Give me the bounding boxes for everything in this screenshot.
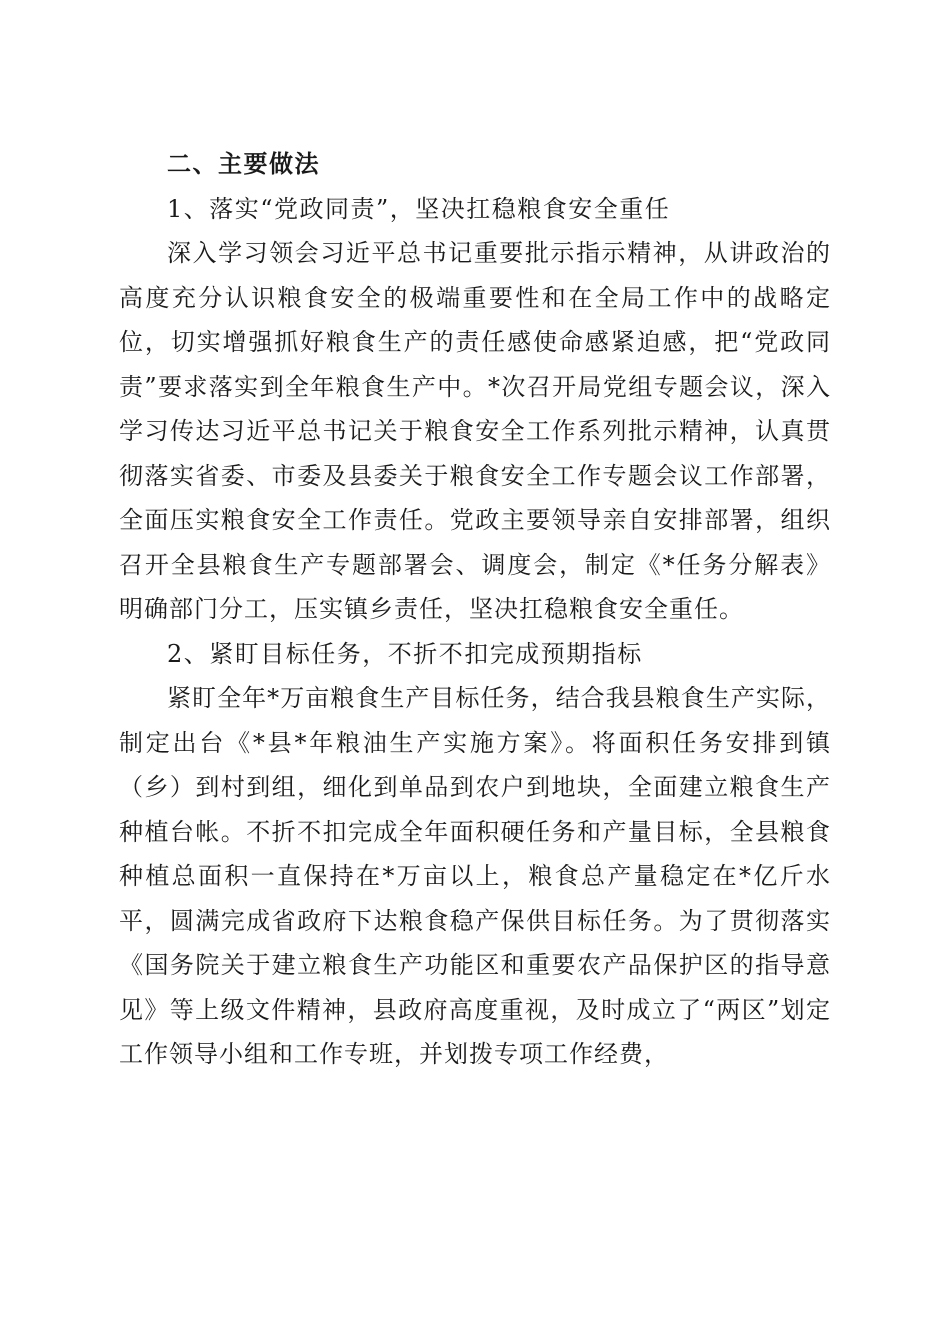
subheading-2: 2、紧盯目标任务，不折不扣完成预期指标 [167, 639, 643, 668]
document-body [119, 142, 831, 1077]
subheading-1: 1、落实“党政同责”，坚决扛稳粮食安全重任 [167, 194, 671, 223]
paragraph-1: 深入学习领会习近平总书记重要批示指示精神，从讲政治的高度充分认识粮食安全的极端重要性和在全局工作中的战略定位，切实增强抓好粮食生产的责任感使命感紧迫感，把“党政同责”要求落实到全年粮食生产中。*次召开局党组专题会议，深入学习传达习近平总书记关于粮食安全工作系列批示精神，认真贯彻落实省委、市委及县委关于粮食安全工作专题会议工作部署，全面压实粮食安全工作责任。党政主要领导亲自安排部署，组织召开全县粮食生产专题部署会、调度会，制定《*任务分解表》明确部门分工，压实镇乡责任，坚决扛稳粮食安全重任。 [119, 239, 831, 623]
paragraph-2: 紧盯全年*万亩粮食生产目标任务，结合我县粮食生产实际，制定出台《*县*年粮油生产实施方案》。将面积任务安排到镇（乡）到村到组，细化到单品到农户到地块，全面建立粮食生产种植台帐。不折不扣完成全年面积硬任务和产量目标，全县粮食种植总面积一直保持在*万亩以上，粮食总产量稳定在*亿斤水平，圆满完成省政府下达粮食稳产保供目标任务。为了贯彻落实《国务院关于建立粮食生产功能区和重要农产品保护区的指导意见》等上级文件精神，县政府高度重视，及时成立了“两区”划定工作领导小组和工作专班，并划拨专项工作经费， [119, 684, 831, 1068]
section-heading: 二、主要做法 [167, 150, 320, 178]
